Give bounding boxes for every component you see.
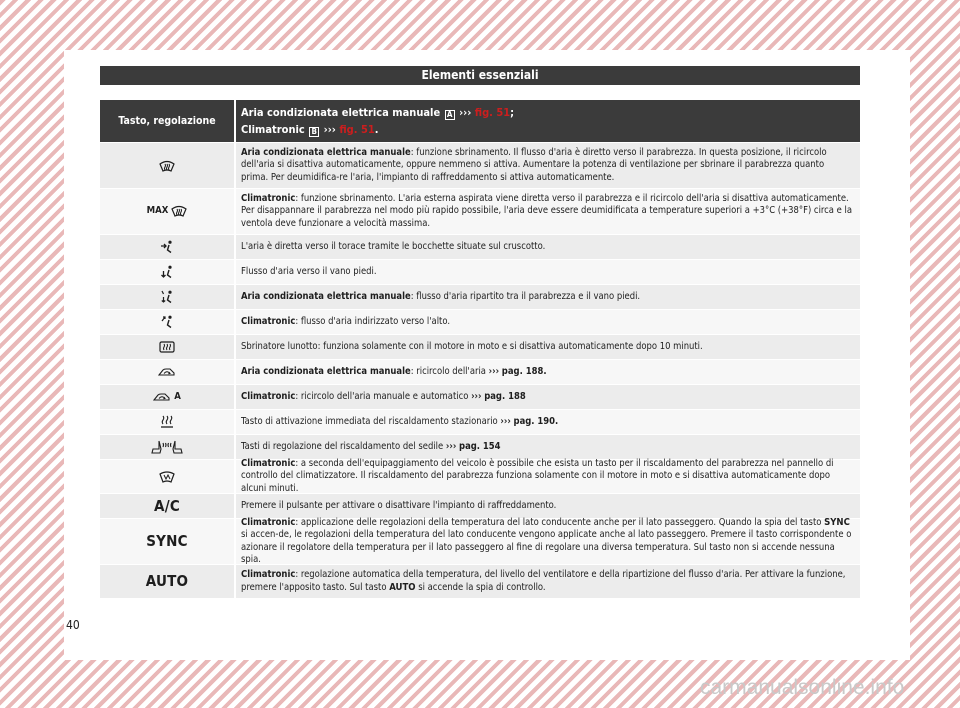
inline-sync-label: SYNC bbox=[824, 517, 850, 529]
fig-link[interactable]: fig. 51 bbox=[339, 123, 375, 136]
table-row bbox=[100, 285, 860, 310]
controls-table bbox=[100, 100, 860, 599]
header-climatronic: Climatronic bbox=[241, 123, 305, 136]
row-description: Premere il pulsante per attivare o disattivare l'impianto di raffreddamento. bbox=[241, 499, 557, 511]
table-row bbox=[100, 519, 860, 565]
watermark: carmanualsonline.info bbox=[700, 676, 905, 699]
auto-letter: A bbox=[174, 390, 181, 402]
airflow-up-icon bbox=[160, 315, 174, 329]
table-row bbox=[100, 235, 860, 260]
row-description: Tasti di regolazione del riscaldamento del sedile bbox=[241, 440, 444, 452]
windshield-heating-icon bbox=[159, 471, 175, 483]
punct: . bbox=[543, 365, 547, 377]
punct: . bbox=[555, 415, 559, 427]
table-row bbox=[100, 360, 860, 385]
ref-arrow: ››› bbox=[471, 390, 482, 402]
row-description: : funzione sbrinamento. L'aria esterna aspirata viene diretta verso il parabrezza e il ricircolo dell'aria si disattiva automaticamente. Per disappannare il parabrezza nel modo più rapido possibile, l'aria deve essere deumidificata a temperature superiori a +3°C (+38°F) circa e la ventola deve funzionare a velocità massima. bbox=[241, 193, 853, 229]
recirculation-icon bbox=[158, 367, 176, 377]
header-col-description bbox=[236, 100, 860, 142]
row-description: : ricircolo dell'aria manuale e automatico bbox=[295, 390, 469, 402]
header-box-b: B bbox=[309, 127, 319, 137]
row-description: : flusso d'aria ripartito tra il parabrezza e il vano piedi. bbox=[410, 290, 641, 302]
table-row bbox=[100, 260, 860, 285]
page-ref-link[interactable]: pag. 188 bbox=[501, 365, 544, 377]
table-row bbox=[100, 335, 860, 360]
ref-arrow: ››› bbox=[488, 365, 500, 377]
row-bold-label: Aria condizionata elettrica manuale bbox=[241, 365, 411, 377]
table-row bbox=[100, 565, 860, 599]
row-description-cont: si accen-de, le regolazioni della temperatura del lato conducente vengono applicate anche al lato passeggero. Premere il tasto corrispondente o azionare il regolatore della temperatura per il lato passeggero al fine di regolare una diversa temperatura. Sul tasto non si accende nessuna spia. bbox=[241, 529, 852, 565]
table-row bbox=[100, 310, 860, 335]
table-row bbox=[100, 460, 860, 494]
page-ref-link[interactable]: pag. 154 bbox=[459, 440, 501, 452]
row-description: : funzione sbrinamento. Il flusso d'aria è diretto verso il parabrezza. In questa posizione, il ricircolo dell'aria si disattiva automaticamente, oppure nemmeno si attiva. Aumentare la potenza di ventilazione per sbrinare il parabrezza quanto prima. Per deumidifica-re l'aria, l'impianto di raffreddamento si attiva automaticamente. bbox=[241, 147, 827, 183]
row-bold-label: Climatronic bbox=[241, 458, 296, 470]
page-ref-link[interactable]: pag. 188 bbox=[484, 390, 526, 402]
seat-heating-icon bbox=[151, 440, 183, 454]
row-bold-label: Aria condizionata elettrica manuale bbox=[241, 290, 411, 302]
row-description: Tasto di attivazione immediata del riscaldamento stazionario bbox=[241, 415, 498, 427]
table-row bbox=[100, 410, 860, 435]
airflow-windshield-feet-icon bbox=[160, 290, 174, 304]
ac-button-label: A/C bbox=[154, 496, 180, 515]
airflow-chest-icon bbox=[160, 240, 174, 254]
table-row bbox=[100, 189, 860, 235]
inline-auto-label: AUTO bbox=[389, 581, 416, 593]
row-bold-label: Climatronic bbox=[241, 193, 296, 205]
chapter-title: Elementi essenziali bbox=[100, 66, 860, 85]
ref-arrow: ››› bbox=[500, 415, 511, 427]
row-description: Flusso d'aria verso il vano piedi. bbox=[241, 265, 377, 277]
page-ref-link[interactable]: pag. 190 bbox=[513, 415, 556, 427]
recirculation-auto-icon bbox=[153, 391, 181, 403]
row-bold-label: Climatronic bbox=[241, 315, 296, 327]
max-defrost-icon bbox=[147, 205, 188, 217]
max-label: MAX bbox=[146, 205, 169, 217]
punct: ; bbox=[510, 106, 515, 119]
row-description: : regolazione automatica della temperatura, del livello del ventilatore e della ripartizione del flusso d'aria. Per attivare la funzione, premere l'apposito tasto. Sul tasto bbox=[241, 569, 846, 593]
row-bold-label: Climatronic bbox=[241, 569, 296, 581]
row-bold-label: Aria condizionata elettrica manuale bbox=[241, 147, 411, 159]
row-bold-label: Climatronic bbox=[241, 517, 296, 529]
row-description: : flusso d'aria indirizzato verso l'alto. bbox=[295, 315, 451, 327]
table-row bbox=[100, 494, 860, 519]
header-box-a: A bbox=[445, 110, 455, 120]
row-description: : ricircolo dell'aria bbox=[410, 365, 486, 377]
row-description: Sbrinatore lunotto: funziona solamente con il motore in moto e si disattiva automaticamente dopo 10 minuti. bbox=[241, 340, 703, 352]
ref-arrow: ››› bbox=[323, 123, 336, 136]
fig-link[interactable]: fig. 51 bbox=[474, 106, 511, 119]
row-bold-label: Climatronic bbox=[241, 390, 296, 402]
row-description-cont: si accende la spia di controllo. bbox=[415, 581, 546, 593]
table-row bbox=[100, 435, 860, 460]
header-manual-ac: Aria condizionata elettrica manuale bbox=[241, 106, 441, 119]
punct: . bbox=[374, 123, 379, 136]
row-description: : applicazione delle regolazioni della temperatura del lato conducente anche per il lato passeggero. Quando la spia del tasto bbox=[295, 517, 825, 529]
row-description: : a seconda dell'equipaggiamento del veicolo è possibile che esista un tasto per il riscaldamento del parabrezza nel pannello di controllo del climatizzatore. Il riscaldamento del parabrezza funziona solamente con il motore in moto e si disattiva automaticamente dopo alcuni minuti. bbox=[241, 458, 834, 494]
auto-button-label: AUTO bbox=[145, 572, 189, 591]
page-number: 40 bbox=[66, 618, 80, 632]
rear-defrost-icon bbox=[159, 341, 175, 353]
parking-heater-icon bbox=[160, 415, 174, 429]
ref-arrow: ››› bbox=[445, 440, 457, 452]
sync-button-label: SYNC bbox=[146, 532, 188, 551]
table-header bbox=[100, 100, 860, 143]
airflow-feet-icon bbox=[160, 265, 174, 279]
table-row bbox=[100, 143, 860, 189]
header-col-control: Tasto, regolazione bbox=[100, 100, 236, 142]
table-row bbox=[100, 385, 860, 410]
row-description: L'aria è diretta verso il torace tramite le bocchette situate sul cruscotto. bbox=[241, 240, 546, 252]
windshield-defrost-icon bbox=[159, 160, 175, 172]
ref-arrow: ››› bbox=[459, 106, 472, 119]
